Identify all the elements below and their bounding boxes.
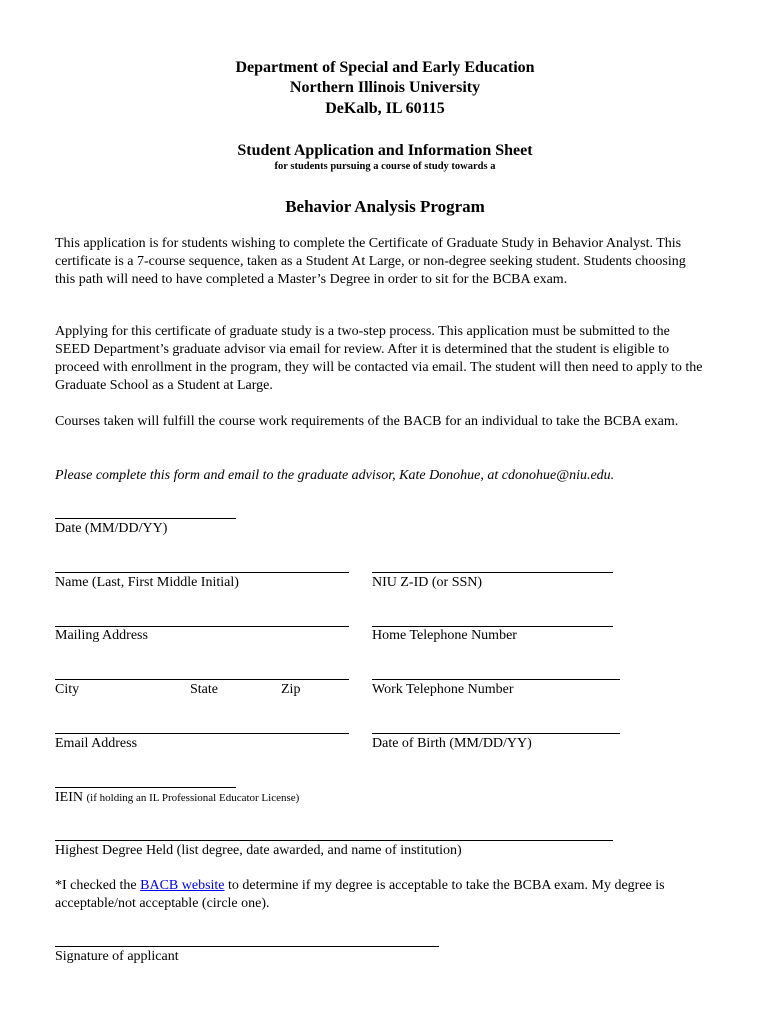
form-subtitle: for students pursuing a course of study towards a [274,161,496,172]
city-heading: DeKalb, IL 60115 [325,100,445,117]
process-paragraph: Applying for this certificate of graduate study is a two-step process. This application must be submitted to the SEED Department’s graduate advisor via email for review. After it is determined that the student is eligible to proceed with enrollment in the program, they will be contacted via email. The student will then need to apply to the Graduate School as a Student at Large. [55,324,703,393]
statement-suffix: to determine if my degree is acceptable to take the BCBA exam. My degree is acceptable/not acceptable (circle one). [55,878,665,911]
instruction-paragraph: Please complete this form and email to the graduate advisor, Kate Donohue, at cdonohue@niu.edu. [55,468,615,483]
dob-field-line[interactable] [372,733,620,734]
iein-field-line[interactable] [55,787,236,788]
city-state-zip-field-line[interactable] [55,679,349,680]
email-label: Email Address [55,736,138,751]
university-heading: Northern Illinois University [289,79,481,96]
signature-field-line[interactable] [55,946,439,947]
niu-id-field-line[interactable] [372,572,613,573]
degree-field-line[interactable] [55,840,613,841]
iein-note: (if holding an IL Professional Educator License) [86,792,300,804]
program-title: Behavior Analysis Program [285,197,485,216]
niu-id-label: NIU Z-ID (or SSN) [372,575,483,590]
state-label: State [190,682,218,697]
home-phone-field-line[interactable] [372,626,613,627]
statement-prefix: *I checked the [55,878,141,893]
date-label: Date (MM/DD/YY) [55,521,168,536]
name-field-line[interactable] [55,572,349,573]
iein-label: IEIN [55,790,83,805]
department-heading: Department of Special and Early Education [235,59,535,76]
iein-label-row [55,790,299,806]
signature-label: Signature of applicant [55,949,179,964]
home-phone-label: Home Telephone Number [372,628,517,643]
date-field-line[interactable] [55,518,236,519]
work-phone-label: Work Telephone Number [372,682,514,697]
form-title: Student Application and Information Sheet [237,142,533,159]
dob-label: Date of Birth (MM/DD/YY) [372,736,532,751]
name-label: Name (Last, First Middle Initial) [55,575,239,590]
zip-label: Zip [281,682,301,697]
degree-label: Highest Degree Held (list degree, date awarded, and name of institution) [55,843,462,858]
mailing-address-field-line[interactable] [55,626,349,627]
intro-paragraph: This application is for students wishing to complete the Certificate of Graduate Study in Behavior Analyst. This certificate is a 7-course sequence, taken as a Student At Large, or non-degree seeking student. Students choosing this path will need to have completed a Master’s Degree in order to sit for the BCBA exam. [55,236,686,287]
city-label: City [55,682,80,697]
bacb-website-link[interactable]: BACB website [140,878,225,893]
work-phone-field-line[interactable] [372,679,620,680]
email-field-line[interactable] [55,733,349,734]
courses-paragraph: Courses taken will fulfill the course work requirements of the BACB for an individual to take the BCBA exam. [55,414,679,429]
mailing-address-label: Mailing Address [55,628,148,643]
degree-acceptability-statement [55,877,705,913]
